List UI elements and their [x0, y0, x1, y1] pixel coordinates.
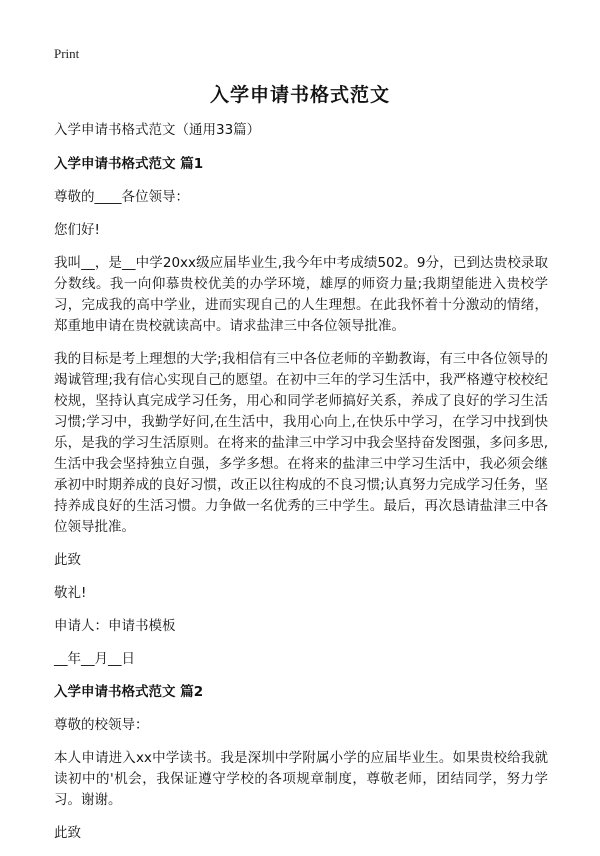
document-body	[54, 120, 548, 856]
article-1-closing-2: 敬礼!	[54, 585, 87, 601]
document-subtitle: 入学申请书格式范文（通用33篇）	[54, 122, 261, 138]
article-1-closing-1: 此致	[54, 552, 81, 568]
article-1-paragraph-2: 我的目标是考上理想的大学;我相信有三中各位老师的辛勤教诲，有三中各位领导的竭诚管理;我有信心实现自己的愿望。在初中三年的学习生活中，我严格遵守校校纪校规，坚持认真完成学习任务，用心和同学老师搞好关系，养成了良好的学习生活习惯;学习中，我勤学好问,在生活中，我用心向上,在快乐中学习，在学习中找到快乐，是我的学习生活原则。在将来的盐津三中学习中我会坚持奋发图强，多问多思,生活中我会坚持独立自强，多学多想。在将来的盐津三中学习生活中，我必须会继承初中时期养成的良好习惯，改正以往构成的不良习惯;认真努力完成学习任务，坚持养成良好的生活习惯。力争做一名优秀的三中学生。最后，再次恳请盐津三中各位领导批准。	[54, 351, 548, 535]
document-title: 入学申请书格式范文	[209, 84, 390, 106]
article-1-salutation: 尊敬的____各位领导：	[54, 189, 189, 205]
print-label: Print	[54, 46, 80, 61]
article-1-date: __年__月__日	[54, 651, 135, 667]
article-2-salutation: 尊敬的校领导：	[54, 717, 149, 733]
article-1-applicant: 申请人：申请书模板	[54, 618, 176, 634]
article-2-paragraph-1: 本人申请进入xx中学读书。我是深圳中学附属小学的应届毕业生。如果贵校给我就读初中的'机会，我保证遵守学校的各项规章制度，尊敬老师，团结同学，努力学习。谢谢。	[54, 750, 548, 808]
article-2-closing-1: 此致	[54, 825, 81, 841]
article-1-paragraph-1: 我叫__，是__中学20xx级应届毕业生,我今年中考成绩502。9分，已到达贵校录取分数线。我一向仰慕贵校优美的办学环境，雄厚的师资力量;我期望能进入贵校学习，完成我的高中学业，进而实现自己的人生理想。在此我怀着十分激动的情绪，郑重地申请在贵校就读高中。请求盐津三中各位领导批准。	[54, 255, 548, 334]
article-1-heading: 入学申请书格式范文 篇1	[54, 156, 204, 172]
article-2-heading: 入学申请书格式范文 篇2	[54, 684, 204, 700]
article-1-greeting: 您们好!	[54, 222, 100, 238]
